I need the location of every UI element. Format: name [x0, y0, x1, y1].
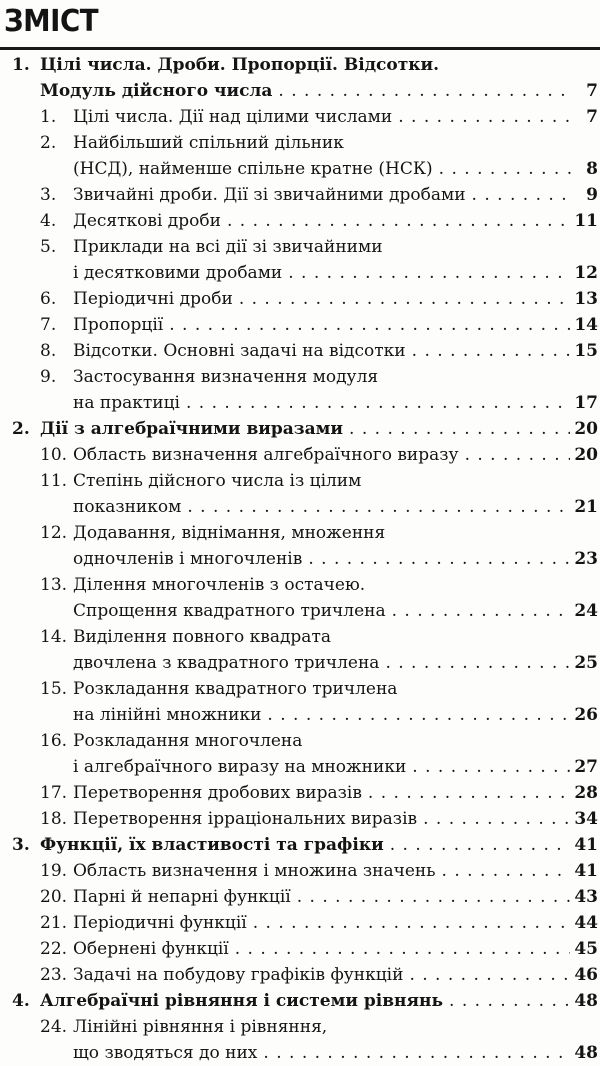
entry-title: Додавання, віднімання, множення [73, 523, 386, 543]
page-number: 14 [574, 315, 598, 335]
toc-item[interactable] [0, 182, 600, 208]
toc-item[interactable] [0, 208, 600, 234]
toc-item[interactable] [0, 572, 600, 624]
toc-item[interactable] [0, 312, 600, 338]
entry-title: Найбільший спільний дільник [73, 133, 344, 153]
table-of-contents [0, 52, 600, 1066]
page-number: 23 [574, 549, 598, 569]
entry-title: на практиці [73, 393, 180, 413]
entry-title: на лінійні множники [73, 705, 262, 725]
page-number: 41 [574, 835, 598, 855]
entry-line [0, 1040, 600, 1066]
entry-line [0, 364, 600, 390]
dot-leader [472, 182, 572, 208]
dot-leader [412, 754, 570, 780]
page-number: 41 [574, 861, 598, 881]
title-rule [0, 47, 600, 50]
entry-line [0, 520, 600, 546]
dot-leader [263, 1040, 570, 1066]
entry-number: 12. [40, 523, 68, 543]
toc-section[interactable] [0, 52, 600, 416]
toc-item[interactable] [0, 104, 600, 130]
toc-item[interactable] [0, 1014, 600, 1066]
page-number: 34 [574, 809, 598, 829]
entry-line [0, 676, 600, 702]
entry-title: Область визначення і множина значень [73, 861, 436, 881]
entry-title: Перетворення ірраціональних виразів [73, 809, 418, 829]
entry-number: 10. [40, 445, 68, 465]
dot-leader [253, 910, 571, 936]
entry-number: 15. [40, 679, 68, 699]
entry-line [0, 572, 600, 598]
entry-number: 4. [40, 211, 57, 231]
entry-title: Алгебраїчні рівняння і системи рівнянь [40, 991, 444, 1011]
toc-item[interactable] [0, 884, 600, 910]
toc-item[interactable] [0, 858, 600, 884]
page-number: 46 [574, 965, 598, 985]
entry-line [0, 182, 600, 208]
entry-number: 14. [40, 627, 68, 647]
page-number: 24 [574, 601, 598, 621]
entry-title: одночленів і многочленів [73, 549, 303, 569]
entry-line [0, 806, 600, 832]
entry-title: і алгебраїчного виразу на множники [73, 757, 407, 777]
entry-number: 1. [12, 55, 30, 75]
dot-leader [449, 988, 570, 1014]
toc-item[interactable] [0, 338, 600, 364]
page-number: 21 [574, 497, 598, 517]
entry-title: Перетворення дробових виразів [73, 783, 362, 803]
dot-leader [349, 416, 570, 442]
entry-title: Область визначення алгебраїчного виразу [73, 445, 459, 465]
entry-line [0, 858, 600, 884]
entry-number: 21. [40, 913, 68, 933]
entry-line [0, 416, 600, 442]
entry-number: 4. [12, 991, 30, 1011]
entry-line [0, 624, 600, 650]
entry-line [0, 884, 600, 910]
entry-title: Задачі на побудову графіків функцій [73, 965, 404, 985]
page-number: 15 [574, 341, 598, 361]
entry-number: 18. [40, 809, 68, 829]
dot-leader [297, 884, 571, 910]
entry-number: 2. [12, 419, 30, 439]
toc-item[interactable] [0, 910, 600, 936]
entry-line [0, 234, 600, 260]
toc-item[interactable] [0, 936, 600, 962]
entry-line [0, 390, 600, 416]
entry-number: 13. [40, 575, 68, 595]
entry-title: і десятковими дробами [73, 263, 283, 283]
entry-title: Звичайні дроби. Дії зі звичайними дробами [73, 185, 466, 205]
entry-number: 3. [12, 835, 30, 855]
entry-line [0, 78, 600, 104]
dot-leader [423, 806, 570, 832]
entry-title: двочлена з квадратного тричлена [73, 653, 380, 673]
dot-leader [235, 936, 571, 962]
entry-title: Цілі числа. Дії над цілими числами [73, 107, 393, 127]
entry-line [0, 130, 600, 156]
entry-line [0, 156, 600, 182]
entry-title: що зводяться до них [73, 1043, 258, 1063]
dot-leader [288, 260, 570, 286]
page-number: 45 [574, 939, 598, 959]
dot-leader [385, 650, 570, 676]
page-number: 13 [574, 289, 598, 309]
page-number: 17 [574, 393, 598, 413]
toc-section[interactable] [0, 832, 600, 988]
toc-item[interactable] [0, 962, 600, 988]
entry-number: 16. [40, 731, 68, 751]
entry-title: Періодичні дроби [73, 289, 233, 309]
page-number: 7 [586, 107, 598, 127]
entry-title: Спрощення квадратного тричлена [73, 601, 386, 621]
page-number: 48 [574, 991, 598, 1011]
toc-item[interactable] [0, 806, 600, 832]
dot-leader [368, 780, 570, 806]
entry-line [0, 546, 600, 572]
entry-title: Ділення многочленів з остачею. [73, 575, 366, 595]
entry-title: Лінійні рівняння і рівняння, [73, 1017, 328, 1037]
page-number: 20 [574, 419, 598, 439]
entry-title: Застосування визначення модуля [73, 367, 379, 387]
entry-number: 7. [40, 315, 57, 335]
dot-leader [267, 702, 570, 728]
entry-line [0, 728, 600, 754]
entry-line [0, 312, 600, 338]
toc-item[interactable] [0, 130, 600, 182]
entry-number: 3. [40, 185, 57, 205]
toc-section[interactable] [0, 416, 600, 832]
page-number: 27 [574, 757, 598, 777]
page-number: 9 [586, 185, 598, 205]
entry-number: 6. [40, 289, 57, 309]
toc-item[interactable] [0, 286, 600, 312]
entry-title: Функції, їх властивості та графіки [40, 835, 384, 855]
entry-title: Розкладання квадратного тричлена [73, 679, 398, 699]
page-number: 43 [574, 887, 598, 907]
entry-line [0, 754, 600, 780]
entry-title: показником [73, 497, 182, 517]
page-number: 7 [586, 81, 598, 101]
entry-title: Пропорції [73, 315, 164, 335]
entry-number: 11. [40, 471, 68, 491]
toc-section[interactable] [0, 988, 600, 1066]
entry-line [0, 286, 600, 312]
dot-leader [392, 598, 571, 624]
entry-number: 24. [40, 1017, 68, 1037]
dot-leader [439, 156, 572, 182]
entry-number: 23. [40, 965, 68, 985]
entry-number: 1. [40, 107, 57, 127]
entry-line [0, 104, 600, 130]
entry-number: 5. [40, 237, 57, 257]
entry-number: 17. [40, 783, 68, 803]
dot-leader [398, 104, 572, 130]
entry-line [0, 468, 600, 494]
entry-line [0, 442, 600, 468]
entry-number: 20. [40, 887, 68, 907]
entry-line [0, 1014, 600, 1040]
entry-line [0, 962, 600, 988]
entry-title: (НСД), найменше спільне кратне (НСК) [73, 159, 433, 179]
page-number: 12 [574, 263, 598, 283]
entry-line [0, 494, 600, 520]
entry-title: Періодичні функції [73, 913, 247, 933]
entry-line [0, 988, 600, 1014]
entry-title: Виділення повного квадрата [73, 627, 331, 647]
toc-item[interactable] [0, 780, 600, 806]
entry-title: Модуль дійсного числа [40, 81, 273, 101]
toc-item[interactable] [0, 468, 600, 520]
entry-line [0, 598, 600, 624]
dot-leader [169, 312, 570, 338]
page-number: 11 [574, 211, 598, 231]
page-number: 48 [574, 1043, 598, 1063]
page-number: 26 [574, 705, 598, 725]
toc-item[interactable] [0, 364, 600, 416]
toc-item[interactable] [0, 624, 600, 676]
toc-item[interactable] [0, 728, 600, 780]
toc-item[interactable] [0, 520, 600, 572]
entry-line [0, 260, 600, 286]
dot-leader [227, 208, 570, 234]
dot-leader [278, 78, 572, 104]
entry-title: Обернені функції [73, 939, 229, 959]
entry-line [0, 208, 600, 234]
entry-line [0, 650, 600, 676]
entry-title: Парні й непарні функції [73, 887, 291, 907]
entry-title: Степінь дійсного числа із цілим [73, 471, 362, 491]
toc-item[interactable] [0, 676, 600, 728]
entry-title: Розкладання многочлена [73, 731, 303, 751]
dot-leader [186, 390, 570, 416]
page-number: 8 [586, 159, 598, 179]
page-number: 44 [574, 913, 598, 933]
entry-line [0, 702, 600, 728]
page-number: 28 [574, 783, 598, 803]
entry-number: 19. [40, 861, 68, 881]
toc-item[interactable] [0, 234, 600, 286]
page-number: 25 [574, 653, 598, 673]
entry-number: 9. [40, 367, 57, 387]
entry-number: 22. [40, 939, 68, 959]
entry-line [0, 832, 600, 858]
page-number: 20 [574, 445, 598, 465]
entry-line [0, 338, 600, 364]
entry-number: 8. [40, 341, 57, 361]
dot-leader [390, 832, 571, 858]
dot-leader [442, 858, 571, 884]
dot-leader [187, 494, 570, 520]
entry-title: Відсотки. Основні задачі на відсотки [73, 341, 406, 361]
entry-number: 2. [40, 133, 57, 153]
entry-title: Приклади на всі дії зі звичайними [73, 237, 383, 257]
dot-leader [239, 286, 571, 312]
toc-item[interactable] [0, 442, 600, 468]
entry-line [0, 52, 600, 78]
entry-line [0, 936, 600, 962]
page-title: ЗМІСТ [4, 4, 99, 39]
dot-leader [409, 962, 570, 988]
dot-leader [308, 546, 570, 572]
entry-line [0, 910, 600, 936]
entry-line [0, 780, 600, 806]
entry-title: Цілі числа. Дроби. Пропорції. Відсотки. [40, 55, 440, 75]
entry-title: Дії з алгебраїчними виразами [40, 419, 344, 439]
dot-leader [465, 442, 571, 468]
entry-title: Десяткові дроби [73, 211, 221, 231]
dot-leader [412, 338, 571, 364]
